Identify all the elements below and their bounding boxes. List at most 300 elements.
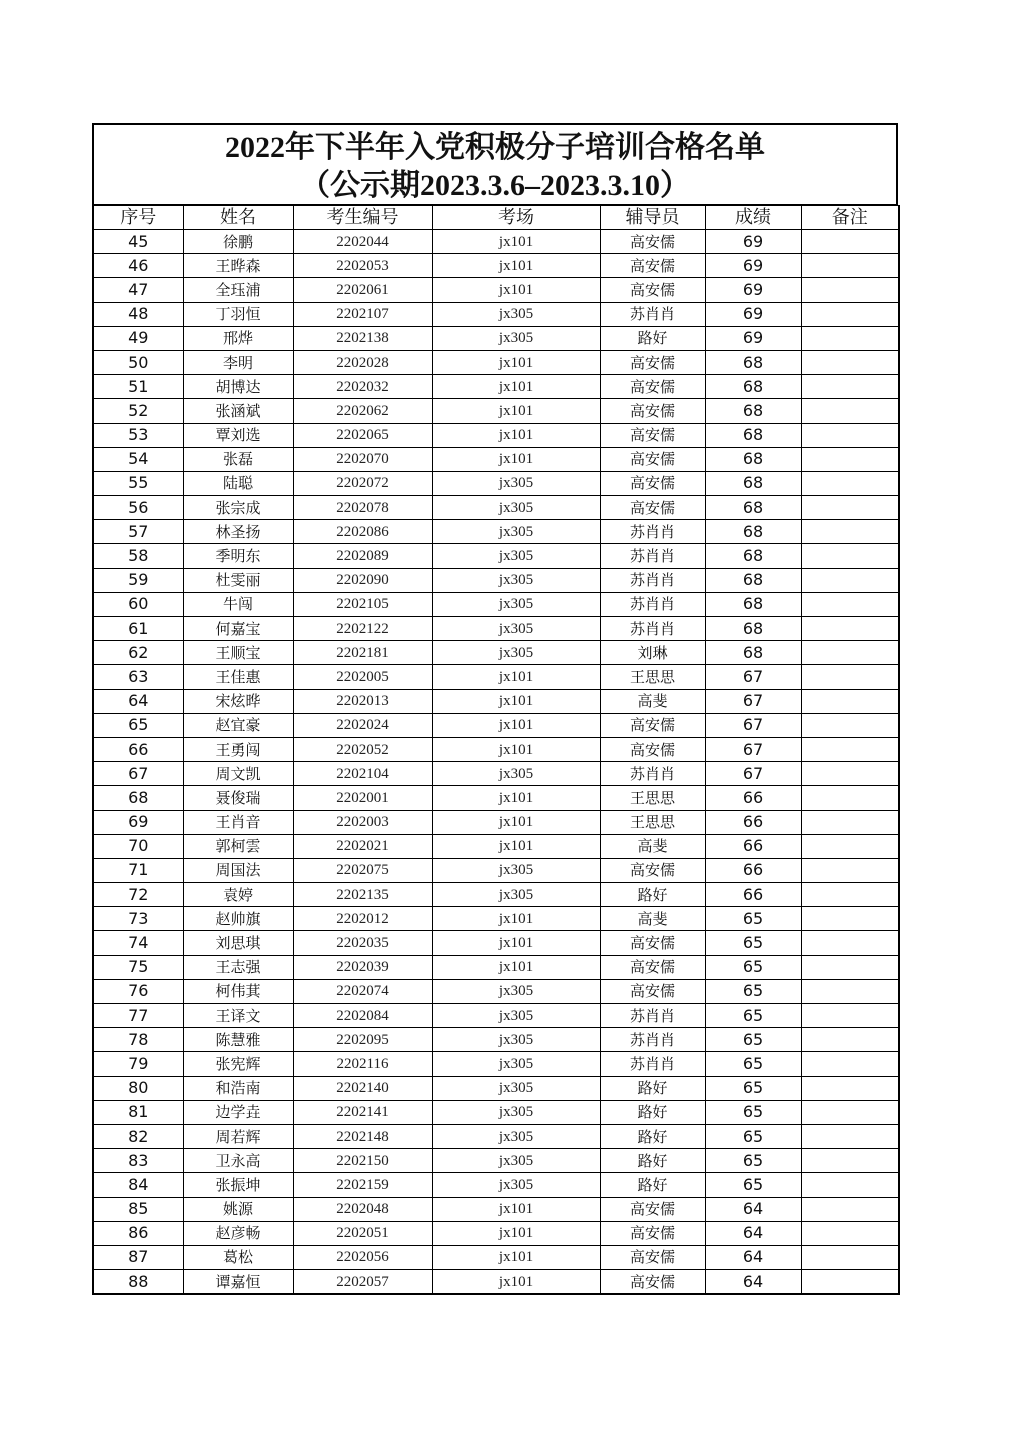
cell-exam-room: jx101 bbox=[432, 931, 600, 955]
cell-exam-id: 2202035 bbox=[293, 931, 432, 955]
table-row bbox=[93, 1076, 899, 1100]
cell-exam-id: 2202086 bbox=[293, 520, 432, 544]
cell-remarks bbox=[801, 350, 899, 374]
cell-tutor: 苏肖肖 bbox=[600, 762, 705, 786]
cell-exam-id: 2202070 bbox=[293, 447, 432, 471]
cell-exam-id: 2202181 bbox=[293, 641, 432, 665]
cell-remarks bbox=[801, 979, 899, 1003]
cell-remarks bbox=[801, 278, 899, 302]
title-box bbox=[92, 123, 898, 205]
cell-exam-room: jx101 bbox=[432, 737, 600, 761]
cell-tutor: 苏肖肖 bbox=[600, 617, 705, 641]
cell-remarks bbox=[801, 713, 899, 737]
cell-name: 袁婷 bbox=[183, 883, 293, 907]
cell-exam-room: jx101 bbox=[432, 689, 600, 713]
cell-number: 61 bbox=[93, 617, 183, 641]
cell-exam-room: jx305 bbox=[432, 544, 600, 568]
col-header-number: 序号 bbox=[93, 206, 183, 230]
cell-tutor: 高安儒 bbox=[600, 1221, 705, 1245]
cell-score: 68 bbox=[705, 423, 801, 447]
cell-name: 姚源 bbox=[183, 1197, 293, 1221]
table-row bbox=[93, 1270, 899, 1295]
cell-name: 边学垚 bbox=[183, 1100, 293, 1124]
cell-exam-id: 2202090 bbox=[293, 568, 432, 592]
cell-exam-id: 2202003 bbox=[293, 810, 432, 834]
cell-remarks bbox=[801, 1004, 899, 1028]
cell-exam-id: 2202105 bbox=[293, 592, 432, 616]
cell-score: 68 bbox=[705, 471, 801, 495]
cell-tutor: 高安儒 bbox=[600, 447, 705, 471]
cell-score: 65 bbox=[705, 931, 801, 955]
cell-exam-room: jx305 bbox=[432, 617, 600, 641]
header-row bbox=[93, 206, 899, 230]
cell-number: 69 bbox=[93, 810, 183, 834]
cell-name: 杜雯丽 bbox=[183, 568, 293, 592]
cell-tutor: 王思思 bbox=[600, 810, 705, 834]
cell-number: 45 bbox=[93, 230, 183, 254]
cell-name: 聂俊瑞 bbox=[183, 786, 293, 810]
table-row bbox=[93, 979, 899, 1003]
table-row bbox=[93, 617, 899, 641]
table-row bbox=[93, 1197, 899, 1221]
cell-tutor: 高安儒 bbox=[600, 471, 705, 495]
cell-number: 47 bbox=[93, 278, 183, 302]
cell-exam-id: 2202095 bbox=[293, 1028, 432, 1052]
cell-remarks bbox=[801, 955, 899, 979]
cell-number: 79 bbox=[93, 1052, 183, 1076]
table-row bbox=[93, 423, 899, 447]
cell-number: 49 bbox=[93, 326, 183, 350]
cell-remarks bbox=[801, 641, 899, 665]
cell-remarks bbox=[801, 1052, 899, 1076]
cell-score: 68 bbox=[705, 520, 801, 544]
cell-exam-room: jx101 bbox=[432, 423, 600, 447]
cell-tutor: 高安儒 bbox=[600, 737, 705, 761]
cell-number: 48 bbox=[93, 302, 183, 326]
cell-name: 赵彦畅 bbox=[183, 1221, 293, 1245]
cell-exam-id: 2202062 bbox=[293, 399, 432, 423]
cell-tutor: 高安儒 bbox=[600, 399, 705, 423]
table-row bbox=[93, 1124, 899, 1148]
cell-score: 65 bbox=[705, 907, 801, 931]
cell-score: 68 bbox=[705, 399, 801, 423]
table-row bbox=[93, 810, 899, 834]
cell-number: 83 bbox=[93, 1149, 183, 1173]
cell-number: 87 bbox=[93, 1245, 183, 1269]
cell-name: 季明东 bbox=[183, 544, 293, 568]
cell-exam-room: jx305 bbox=[432, 1173, 600, 1197]
cell-name: 葛松 bbox=[183, 1245, 293, 1269]
cell-name: 张宪辉 bbox=[183, 1052, 293, 1076]
cell-number: 54 bbox=[93, 447, 183, 471]
cell-number: 70 bbox=[93, 834, 183, 858]
cell-exam-room: jx101 bbox=[432, 230, 600, 254]
cell-tutor: 苏肖肖 bbox=[600, 1004, 705, 1028]
cell-name: 陆聪 bbox=[183, 471, 293, 495]
cell-remarks bbox=[801, 375, 899, 399]
cell-tutor: 高斐 bbox=[600, 834, 705, 858]
cell-number: 82 bbox=[93, 1124, 183, 1148]
table-row bbox=[93, 931, 899, 955]
cell-remarks bbox=[801, 907, 899, 931]
cell-number: 63 bbox=[93, 665, 183, 689]
document bbox=[92, 123, 898, 1295]
cell-number: 65 bbox=[93, 713, 183, 737]
cell-number: 60 bbox=[93, 592, 183, 616]
cell-exam-room: jx305 bbox=[432, 979, 600, 1003]
cell-exam-room: jx101 bbox=[432, 350, 600, 374]
cell-name: 王勇闯 bbox=[183, 737, 293, 761]
cell-score: 66 bbox=[705, 883, 801, 907]
cell-name: 王晔森 bbox=[183, 254, 293, 278]
cell-name: 张振坤 bbox=[183, 1173, 293, 1197]
cell-exam-room: jx305 bbox=[432, 592, 600, 616]
cell-score: 66 bbox=[705, 786, 801, 810]
cell-number: 59 bbox=[93, 568, 183, 592]
cell-score: 65 bbox=[705, 979, 801, 1003]
cell-exam-room: jx101 bbox=[432, 1197, 600, 1221]
cell-score: 68 bbox=[705, 496, 801, 520]
cell-name: 王顺宝 bbox=[183, 641, 293, 665]
cell-exam-id: 2202053 bbox=[293, 254, 432, 278]
cell-tutor: 高安儒 bbox=[600, 423, 705, 447]
cell-exam-id: 2202065 bbox=[293, 423, 432, 447]
cell-exam-room: jx305 bbox=[432, 762, 600, 786]
table-row bbox=[93, 762, 899, 786]
cell-number: 84 bbox=[93, 1173, 183, 1197]
cell-remarks bbox=[801, 302, 899, 326]
cell-remarks bbox=[801, 471, 899, 495]
cell-name: 王肖音 bbox=[183, 810, 293, 834]
cell-score: 64 bbox=[705, 1221, 801, 1245]
cell-score: 68 bbox=[705, 568, 801, 592]
cell-name: 郭柯雲 bbox=[183, 834, 293, 858]
cell-tutor: 高安儒 bbox=[600, 230, 705, 254]
cell-remarks bbox=[801, 883, 899, 907]
cell-exam-room: jx305 bbox=[432, 1100, 600, 1124]
cell-score: 65 bbox=[705, 1124, 801, 1148]
cell-remarks bbox=[801, 1221, 899, 1245]
cell-remarks bbox=[801, 423, 899, 447]
table-row bbox=[93, 713, 899, 737]
cell-exam-id: 2202141 bbox=[293, 1100, 432, 1124]
cell-exam-room: jx305 bbox=[432, 1124, 600, 1148]
cell-tutor: 路好 bbox=[600, 1076, 705, 1100]
cell-remarks bbox=[801, 737, 899, 761]
cell-number: 55 bbox=[93, 471, 183, 495]
table-row bbox=[93, 375, 899, 399]
cell-tutor: 高安儒 bbox=[600, 979, 705, 1003]
cell-remarks bbox=[801, 1028, 899, 1052]
cell-tutor: 高斐 bbox=[600, 907, 705, 931]
table-row bbox=[93, 302, 899, 326]
cell-score: 67 bbox=[705, 665, 801, 689]
cell-score: 68 bbox=[705, 544, 801, 568]
cell-score: 68 bbox=[705, 617, 801, 641]
cell-exam-room: jx101 bbox=[432, 1245, 600, 1269]
table-row bbox=[93, 1052, 899, 1076]
cell-number: 51 bbox=[93, 375, 183, 399]
table-row bbox=[93, 1221, 899, 1245]
cell-number: 72 bbox=[93, 883, 183, 907]
cell-remarks bbox=[801, 1270, 899, 1295]
cell-number: 75 bbox=[93, 955, 183, 979]
table-row bbox=[93, 907, 899, 931]
cell-number: 76 bbox=[93, 979, 183, 1003]
cell-name: 赵宜豪 bbox=[183, 713, 293, 737]
document-subtitle: （公示期2023.3.6–2023.3.10） bbox=[300, 169, 690, 202]
cell-tutor: 高斐 bbox=[600, 689, 705, 713]
table-row bbox=[93, 230, 899, 254]
cell-number: 85 bbox=[93, 1197, 183, 1221]
cell-name: 何嘉宝 bbox=[183, 617, 293, 641]
cell-tutor: 路好 bbox=[600, 1149, 705, 1173]
cell-number: 58 bbox=[93, 544, 183, 568]
cell-remarks bbox=[801, 230, 899, 254]
cell-tutor: 高安儒 bbox=[600, 931, 705, 955]
cell-name: 邢烨 bbox=[183, 326, 293, 350]
cell-name: 卫永高 bbox=[183, 1149, 293, 1173]
table-row bbox=[93, 399, 899, 423]
cell-tutor: 高安儒 bbox=[600, 278, 705, 302]
cell-exam-room: jx305 bbox=[432, 1028, 600, 1052]
table-row bbox=[93, 1100, 899, 1124]
cell-tutor: 高安儒 bbox=[600, 350, 705, 374]
cell-tutor: 路好 bbox=[600, 1100, 705, 1124]
cell-remarks bbox=[801, 1245, 899, 1269]
table-row bbox=[93, 883, 899, 907]
table-row bbox=[93, 834, 899, 858]
cell-exam-id: 2202061 bbox=[293, 278, 432, 302]
cell-exam-id: 2202005 bbox=[293, 665, 432, 689]
col-header-exam-room: 考场 bbox=[432, 206, 600, 230]
cell-remarks bbox=[801, 592, 899, 616]
cell-tutor: 高安儒 bbox=[600, 713, 705, 737]
cell-exam-room: jx305 bbox=[432, 641, 600, 665]
cell-remarks bbox=[801, 810, 899, 834]
cell-remarks bbox=[801, 520, 899, 544]
cell-score: 65 bbox=[705, 1076, 801, 1100]
cell-exam-id: 2202107 bbox=[293, 302, 432, 326]
cell-exam-id: 2202074 bbox=[293, 979, 432, 1003]
cell-exam-id: 2202013 bbox=[293, 689, 432, 713]
cell-score: 68 bbox=[705, 350, 801, 374]
cell-exam-room: jx305 bbox=[432, 1004, 600, 1028]
cell-name: 徐鹏 bbox=[183, 230, 293, 254]
cell-exam-id: 2202148 bbox=[293, 1124, 432, 1148]
cell-name: 全珏浦 bbox=[183, 278, 293, 302]
document-title: 2022年下半年入党积极分子培训合格名单 bbox=[225, 131, 765, 164]
cell-exam-room: jx305 bbox=[432, 1149, 600, 1173]
cell-exam-room: jx305 bbox=[432, 1076, 600, 1100]
cell-number: 80 bbox=[93, 1076, 183, 1100]
cell-tutor: 高安儒 bbox=[600, 1245, 705, 1269]
cell-exam-room: jx305 bbox=[432, 883, 600, 907]
cell-tutor: 高安儒 bbox=[600, 1197, 705, 1221]
table-row bbox=[93, 1245, 899, 1269]
cell-score: 67 bbox=[705, 713, 801, 737]
table-row bbox=[93, 592, 899, 616]
cell-exam-id: 2202138 bbox=[293, 326, 432, 350]
cell-exam-id: 2202021 bbox=[293, 834, 432, 858]
cell-exam-room: jx101 bbox=[432, 786, 600, 810]
cell-score: 65 bbox=[705, 1173, 801, 1197]
cell-name: 丁羽恒 bbox=[183, 302, 293, 326]
cell-remarks bbox=[801, 1076, 899, 1100]
cell-name: 周文凯 bbox=[183, 762, 293, 786]
cell-exam-id: 2202044 bbox=[293, 230, 432, 254]
table-row bbox=[93, 496, 899, 520]
cell-name: 周若辉 bbox=[183, 1124, 293, 1148]
cell-number: 78 bbox=[93, 1028, 183, 1052]
cell-exam-id: 2202135 bbox=[293, 883, 432, 907]
cell-name: 林圣扬 bbox=[183, 520, 293, 544]
cell-exam-room: jx101 bbox=[432, 907, 600, 931]
cell-exam-id: 2202072 bbox=[293, 471, 432, 495]
cell-remarks bbox=[801, 931, 899, 955]
cell-name: 胡博达 bbox=[183, 375, 293, 399]
cell-score: 68 bbox=[705, 447, 801, 471]
cell-name: 张涵斌 bbox=[183, 399, 293, 423]
cell-exam-id: 2202057 bbox=[293, 1270, 432, 1295]
cell-exam-id: 2202084 bbox=[293, 1004, 432, 1028]
cell-score: 65 bbox=[705, 1149, 801, 1173]
cell-exam-id: 2202051 bbox=[293, 1221, 432, 1245]
col-header-remarks: 备注 bbox=[801, 206, 899, 230]
table-row bbox=[93, 1028, 899, 1052]
cell-score: 66 bbox=[705, 858, 801, 882]
cell-tutor: 苏肖肖 bbox=[600, 302, 705, 326]
cell-number: 81 bbox=[93, 1100, 183, 1124]
cell-exam-room: jx101 bbox=[432, 254, 600, 278]
cell-exam-room: jx305 bbox=[432, 568, 600, 592]
cell-exam-id: 2202032 bbox=[293, 375, 432, 399]
cell-number: 46 bbox=[93, 254, 183, 278]
cell-score: 69 bbox=[705, 254, 801, 278]
cell-number: 86 bbox=[93, 1221, 183, 1245]
cell-number: 57 bbox=[93, 520, 183, 544]
table-row bbox=[93, 665, 899, 689]
cell-number: 50 bbox=[93, 350, 183, 374]
cell-exam-id: 2202104 bbox=[293, 762, 432, 786]
cell-tutor: 高安儒 bbox=[600, 955, 705, 979]
table-row bbox=[93, 786, 899, 810]
cell-remarks bbox=[801, 1149, 899, 1173]
cell-exam-id: 2202001 bbox=[293, 786, 432, 810]
cell-tutor: 苏肖肖 bbox=[600, 1052, 705, 1076]
cell-exam-room: jx101 bbox=[432, 399, 600, 423]
table-row bbox=[93, 641, 899, 665]
cell-remarks bbox=[801, 762, 899, 786]
cell-score: 69 bbox=[705, 302, 801, 326]
cell-remarks bbox=[801, 544, 899, 568]
cell-name: 王译文 bbox=[183, 1004, 293, 1028]
cell-name: 张宗成 bbox=[183, 496, 293, 520]
cell-exam-id: 2202028 bbox=[293, 350, 432, 374]
cell-tutor: 苏肖肖 bbox=[600, 592, 705, 616]
cell-number: 88 bbox=[93, 1270, 183, 1295]
cell-tutor: 苏肖肖 bbox=[600, 1028, 705, 1052]
cell-score: 64 bbox=[705, 1270, 801, 1295]
cell-remarks bbox=[801, 326, 899, 350]
cell-exam-room: jx305 bbox=[432, 326, 600, 350]
cell-tutor: 刘琳 bbox=[600, 641, 705, 665]
cell-score: 67 bbox=[705, 689, 801, 713]
cell-exam-room: jx101 bbox=[432, 955, 600, 979]
cell-exam-id: 2202075 bbox=[293, 858, 432, 882]
cell-name: 陈慧雅 bbox=[183, 1028, 293, 1052]
cell-number: 52 bbox=[93, 399, 183, 423]
cell-remarks bbox=[801, 786, 899, 810]
cell-exam-id: 2202159 bbox=[293, 1173, 432, 1197]
col-header-name: 姓名 bbox=[183, 206, 293, 230]
table-row bbox=[93, 955, 899, 979]
cell-exam-id: 2202052 bbox=[293, 737, 432, 761]
cell-score: 69 bbox=[705, 278, 801, 302]
cell-name: 赵帅旗 bbox=[183, 907, 293, 931]
table-row bbox=[93, 568, 899, 592]
cell-name: 覃刘选 bbox=[183, 423, 293, 447]
table-row bbox=[93, 1149, 899, 1173]
cell-tutor: 路好 bbox=[600, 883, 705, 907]
cell-tutor: 苏肖肖 bbox=[600, 520, 705, 544]
cell-number: 74 bbox=[93, 931, 183, 955]
cell-number: 77 bbox=[93, 1004, 183, 1028]
cell-score: 69 bbox=[705, 326, 801, 350]
cell-remarks bbox=[801, 1124, 899, 1148]
cell-tutor: 苏肖肖 bbox=[600, 568, 705, 592]
cell-remarks bbox=[801, 858, 899, 882]
cell-name: 周国法 bbox=[183, 858, 293, 882]
cell-remarks bbox=[801, 689, 899, 713]
cell-number: 67 bbox=[93, 762, 183, 786]
cell-number: 56 bbox=[93, 496, 183, 520]
cell-exam-room: jx305 bbox=[432, 858, 600, 882]
cell-exam-room: jx101 bbox=[432, 1270, 600, 1295]
cell-score: 65 bbox=[705, 1004, 801, 1028]
cell-exam-id: 2202048 bbox=[293, 1197, 432, 1221]
cell-score: 69 bbox=[705, 230, 801, 254]
cell-tutor: 高安儒 bbox=[600, 1270, 705, 1295]
cell-exam-id: 2202089 bbox=[293, 544, 432, 568]
cell-tutor: 高安儒 bbox=[600, 858, 705, 882]
cell-score: 68 bbox=[705, 641, 801, 665]
cell-exam-room: jx101 bbox=[432, 375, 600, 399]
cell-score: 65 bbox=[705, 1028, 801, 1052]
cell-exam-id: 2202056 bbox=[293, 1245, 432, 1269]
table-row bbox=[93, 254, 899, 278]
col-header-tutor: 辅导员 bbox=[600, 206, 705, 230]
table-row bbox=[93, 326, 899, 350]
cell-score: 68 bbox=[705, 592, 801, 616]
cell-remarks bbox=[801, 254, 899, 278]
cell-remarks bbox=[801, 1100, 899, 1124]
cell-exam-room: jx305 bbox=[432, 302, 600, 326]
cell-score: 64 bbox=[705, 1245, 801, 1269]
cell-remarks bbox=[801, 617, 899, 641]
cell-tutor: 高安儒 bbox=[600, 254, 705, 278]
cell-tutor: 王思思 bbox=[600, 665, 705, 689]
cell-remarks bbox=[801, 834, 899, 858]
cell-exam-id: 2202012 bbox=[293, 907, 432, 931]
cell-name: 刘思琪 bbox=[183, 931, 293, 955]
cell-number: 64 bbox=[93, 689, 183, 713]
cell-exam-room: jx101 bbox=[432, 1221, 600, 1245]
cell-remarks bbox=[801, 447, 899, 471]
cell-exam-room: jx101 bbox=[432, 834, 600, 858]
cell-exam-id: 2202140 bbox=[293, 1076, 432, 1100]
cell-exam-room: jx101 bbox=[432, 278, 600, 302]
